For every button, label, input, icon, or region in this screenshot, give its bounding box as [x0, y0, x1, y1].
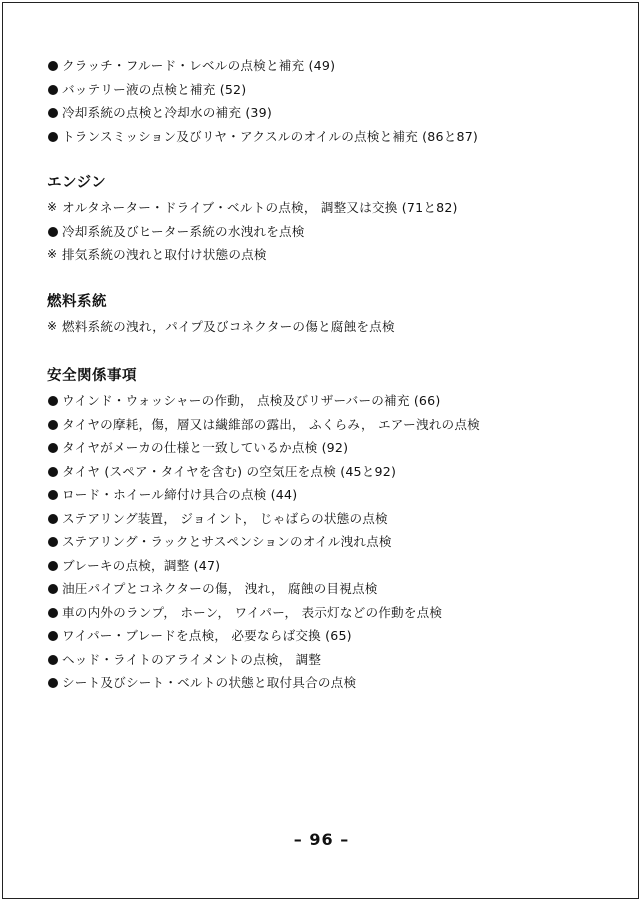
list-item: [47, 483, 607, 507]
list-item: [47, 554, 607, 578]
list-item-text: ステアリング・ラックとサスペンションのオイル洩れ点検: [62, 534, 392, 549]
section-title-fuel: 燃料系統: [47, 293, 107, 310]
reference-mark-icon: ※: [47, 200, 58, 214]
section-title-safety: 安全関係事項: [47, 368, 137, 384]
list-item-text: 冷却系統及びヒーター系統の水洩れを点検: [62, 223, 305, 239]
list-item-text: ウインド・ウォッシャーの作動， 点検及びリザーバーの補充 (66): [62, 393, 441, 408]
safety-section: [47, 363, 607, 695]
list-item-text: 油圧パイプとコネクターの傷， 洩れ， 腐蝕の目視点検: [62, 581, 378, 596]
list-item: [47, 101, 607, 125]
engine-section: [47, 170, 607, 267]
list-item: [47, 648, 607, 672]
list-item: [47, 507, 607, 531]
list-item: [47, 220, 607, 244]
list-item-text: クラッチ・フルード・レベルの点検と補充 (49): [62, 58, 336, 73]
list-item-text: タイヤの摩耗，傷，層又は繊維部の露出， ふくらみ， エアー洩れの点検: [62, 416, 480, 432]
list-item: [47, 315, 607, 339]
list-item-text: 排気系統の洩れと取付け状態の点検: [62, 247, 267, 262]
section-spacer: [47, 338, 607, 363]
list-item: [47, 577, 607, 601]
reference-mark-icon: ※: [47, 247, 58, 261]
list-item-text: ブレーキの点検，調整 (47): [62, 557, 221, 573]
list-item-text: ワイパー・ブレードを点検， 必要ならば交換 (65): [62, 628, 352, 643]
list-item: [47, 196, 607, 220]
list-item-text: ロード・ホイール締付け具合の点検 (44): [62, 487, 298, 502]
list-item: [47, 125, 607, 149]
list-item: [47, 530, 607, 554]
list-item-text: シート及びシート・ベルトの状態と取付具合の点検: [62, 675, 357, 690]
list-item-text: 車の内外のランプ， ホーン， ワイパー， 表示灯などの作動を点検: [62, 604, 443, 620]
list-item-text: タイヤ (スペア・タイヤを含む) の空気圧を点検 (45と92): [62, 463, 397, 479]
list-item: [47, 436, 607, 460]
section-title-engine: エンジン: [47, 175, 107, 191]
list-item: [47, 601, 607, 625]
list-item-text: オルタネーター・ドライブ・ベルトの点検， 調整又は交換 (71と82): [62, 200, 458, 215]
section-spacer: [47, 267, 607, 289]
reference-mark-icon: ※: [47, 318, 58, 333]
list-item: [47, 460, 607, 484]
list-item: [47, 54, 607, 78]
list-item-text: ステアリング装置， ジョイント， じゃばらの状態の点検: [62, 510, 388, 526]
page-content: [47, 54, 607, 695]
list-item: [47, 624, 607, 648]
list-item: [47, 389, 607, 413]
list-item-text: 燃料系統の洩れ，パイプ及びコネクターの傷と腐蝕を点検: [62, 318, 395, 334]
fuel-section: [47, 289, 607, 339]
section-spacer: [47, 148, 607, 170]
list-item-text: タイヤがメーカの仕様と一致しているか点検 (92): [62, 440, 349, 455]
list-item: [47, 671, 607, 695]
list-item: [47, 243, 607, 267]
intro-list: [47, 54, 607, 148]
list-item-text: バッテリー液の点検と補充 (52): [62, 81, 247, 97]
list-item-text: ヘッド・ライトのアライメントの点検， 調整: [62, 651, 322, 667]
list-item: [47, 78, 607, 102]
page-number: – 96 –: [293, 830, 350, 849]
list-item: [47, 413, 607, 437]
list-item-text: 冷却系統の点検と冷却水の補充 (39): [62, 105, 272, 120]
list-item-text: トランスミッション及びリヤ・アクスルのオイルの点検と補充 (86と87): [62, 128, 479, 144]
